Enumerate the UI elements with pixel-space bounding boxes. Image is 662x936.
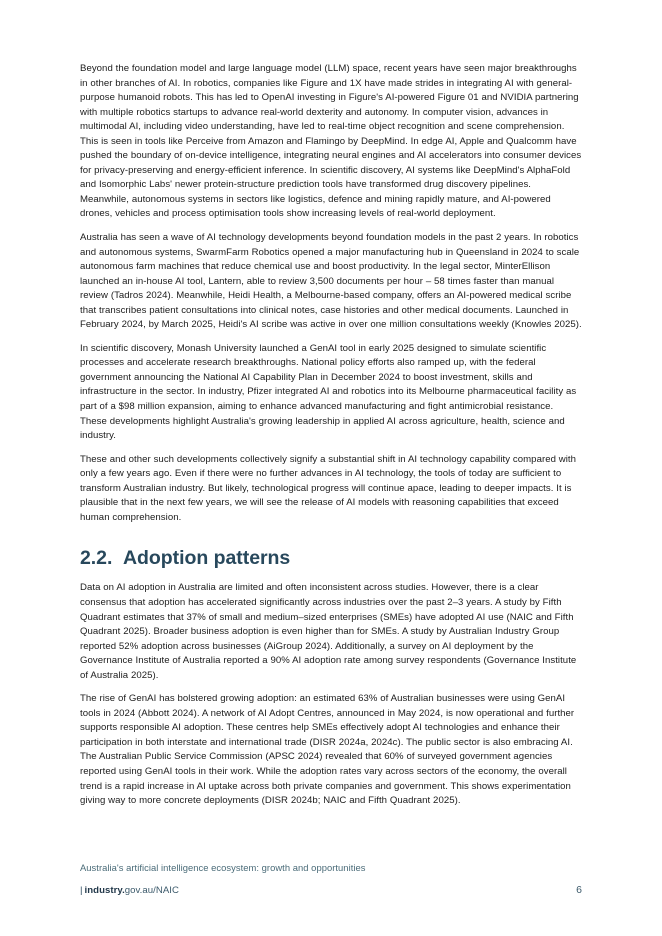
footer-document-title: Australia's artificial intelligence ecosystem: growth and opportunities — [80, 862, 366, 873]
footer-bar-divider: | — [80, 885, 83, 896]
paragraph-1: Beyond the foundation model and large language model (LLM) space, recent years have seen major breakthroughs in other branches of AI. In robotics, companies like Figure and 1X have made strides in integrating AI with general-purpose humanoid robots. This has led to OpenAI investing in Figure's AI-powered Figure 01 and NVIDIA partnering with multiple robotics startups to advance real-world dexterity and autonomy. In computer vision, advances in multimodal AI, including video understanding, have led to real-time object recognition and scene comprehension. This is seen in tools like Perceive from Amazon and Flamingo by DeepMind. In edge AI, Apple and Qualcomm have pushed the boundary of on-device intelligence, integrating neural engines and AI accelerators into consumer devices for privacy-preserving and energy-efficient inference. In scientific discovery, AI systems like DeepMind's AlphaFold and Isomorphic Labs' newer protein-structure prediction tools have transformed drug discovery pipelines. Meanwhile, autonomous systems in sectors like logistics, defence and mining rapidly mature, and AI-powered drones, vehicles and process optimisation tools show increasing levels of real-world deployment. — [80, 63, 582, 220]
page-number: 6 — [576, 884, 582, 896]
paragraph-4: These and other such developments collectively signify a substantial shift in AI technology capability compared with only a few years ago. Even if there were no further advances in AI technology, the tools of today are sufficient to transform Australian industry. But likely, technological progress will continue apace, leading to deeper impacts. It is plausible that in the next few years, we will see the release of AI models with reasoning capabilities that exceed human comprehension. — [80, 453, 577, 523]
paragraph-3: In scientific discovery, Monash University launched a GenAI tool in early 2025 designed to simulate scientific processes and accelerate research breakthroughs. National policy efforts also ramped up, with the federal government announcing the National AI Capability Plan in December 2024 to boost investment, skills and infrastructure in the sector. In industry, Pfizer integrated AI and robotics into its Melbourne pharmaceutical facility as part of a $98 million expansion, aiming to enhance advanced manufacturing and fight antimicrobial resistance. These developments highlight Australia's growing leadership in applied AI across agriculture, health, science and industry. — [80, 342, 577, 442]
section-paragraph-1: Data on AI adoption in Australia are limited and often inconsistent across studies. However, there is a clear consensus that adoption has accelerated significantly across industries over the past 2–3 years. A study by Fifth Quadrant estimates that 37% of small and medium–sized enterprises (SMEs) have adopted AI use (NAIC and Fifth Quadrant 2025). Broader business adoption is even higher than for SMEs. A study by Australian Industry Group reported 52% adoption across businesses (AiGroup 2024). Additionally, a survey on AI deployment by the Governance Institute of Australia reported a 90% AI adoption rate among survey respondents (Governance Institute of Australia 2025). — [80, 582, 577, 681]
footer-row — [80, 884, 582, 896]
section-paragraph-2: The rise of GenAI has bolstered growing adoption: an estimated 63% of Australian businesses were using GenAI tools in 2024 (Abbott 2024). A network of AI Adopt Centres, announced in May 2024, is now operational and further supports responsible AI adoption. These centres help SMEs effectively adopt AI technologies and enhance their participation in both interstate and international trade (DISR 2024a, 2024c). The public sector is also embracing AI. The Australian Public Service Commission (APSC 2024) revealed that 60% of surveyed government agencies reported using GenAI tools in their work. While the adoption rates vary across sectors of the economy, the overall trend is a rapid increase in AI uptake across both private companies and government. This shows experimentation giving way to more concrete deployments (DISR 2024b; NAIC and Fifth Quadrant 2025). — [80, 693, 575, 807]
page-content — [80, 62, 582, 818]
section-heading — [80, 546, 582, 570]
footer-brand — [80, 885, 179, 896]
footer-brand-strong: industry. — [84, 885, 125, 896]
paragraph-2: Australia has seen a wave of AI technology developments beyond foundation models in the past 2 years. In robotics and autonomous systems, SwarmFarm Robotics opened a major manufacturing hub in Queensland in 2024 to scale autonomous farm machines that reduce chemical use and boost productivity. In the legal sector, MinterEllison launched an in-house AI tool, Lantern, able to review 3,500 documents per hour – 58 times faster than manual review (Tadros 2024). Meanwhile, Heidi Health, a Melbourne-based company, offers an AI-powered medical scribe that transcribes patient consultations into clinical notes, case histories and other medical documents. Launched in February 2024, by March 2025, Heidi's AI scribe was active in over one million consultations weekly (Knowles 2025). — [80, 232, 582, 331]
footer-brand-rest: gov.au/NAIC — [124, 885, 179, 896]
section-heading-number: 2.2. — [80, 547, 113, 570]
section-heading-title: Adoption patterns — [123, 547, 291, 570]
page-footer — [80, 861, 582, 896]
